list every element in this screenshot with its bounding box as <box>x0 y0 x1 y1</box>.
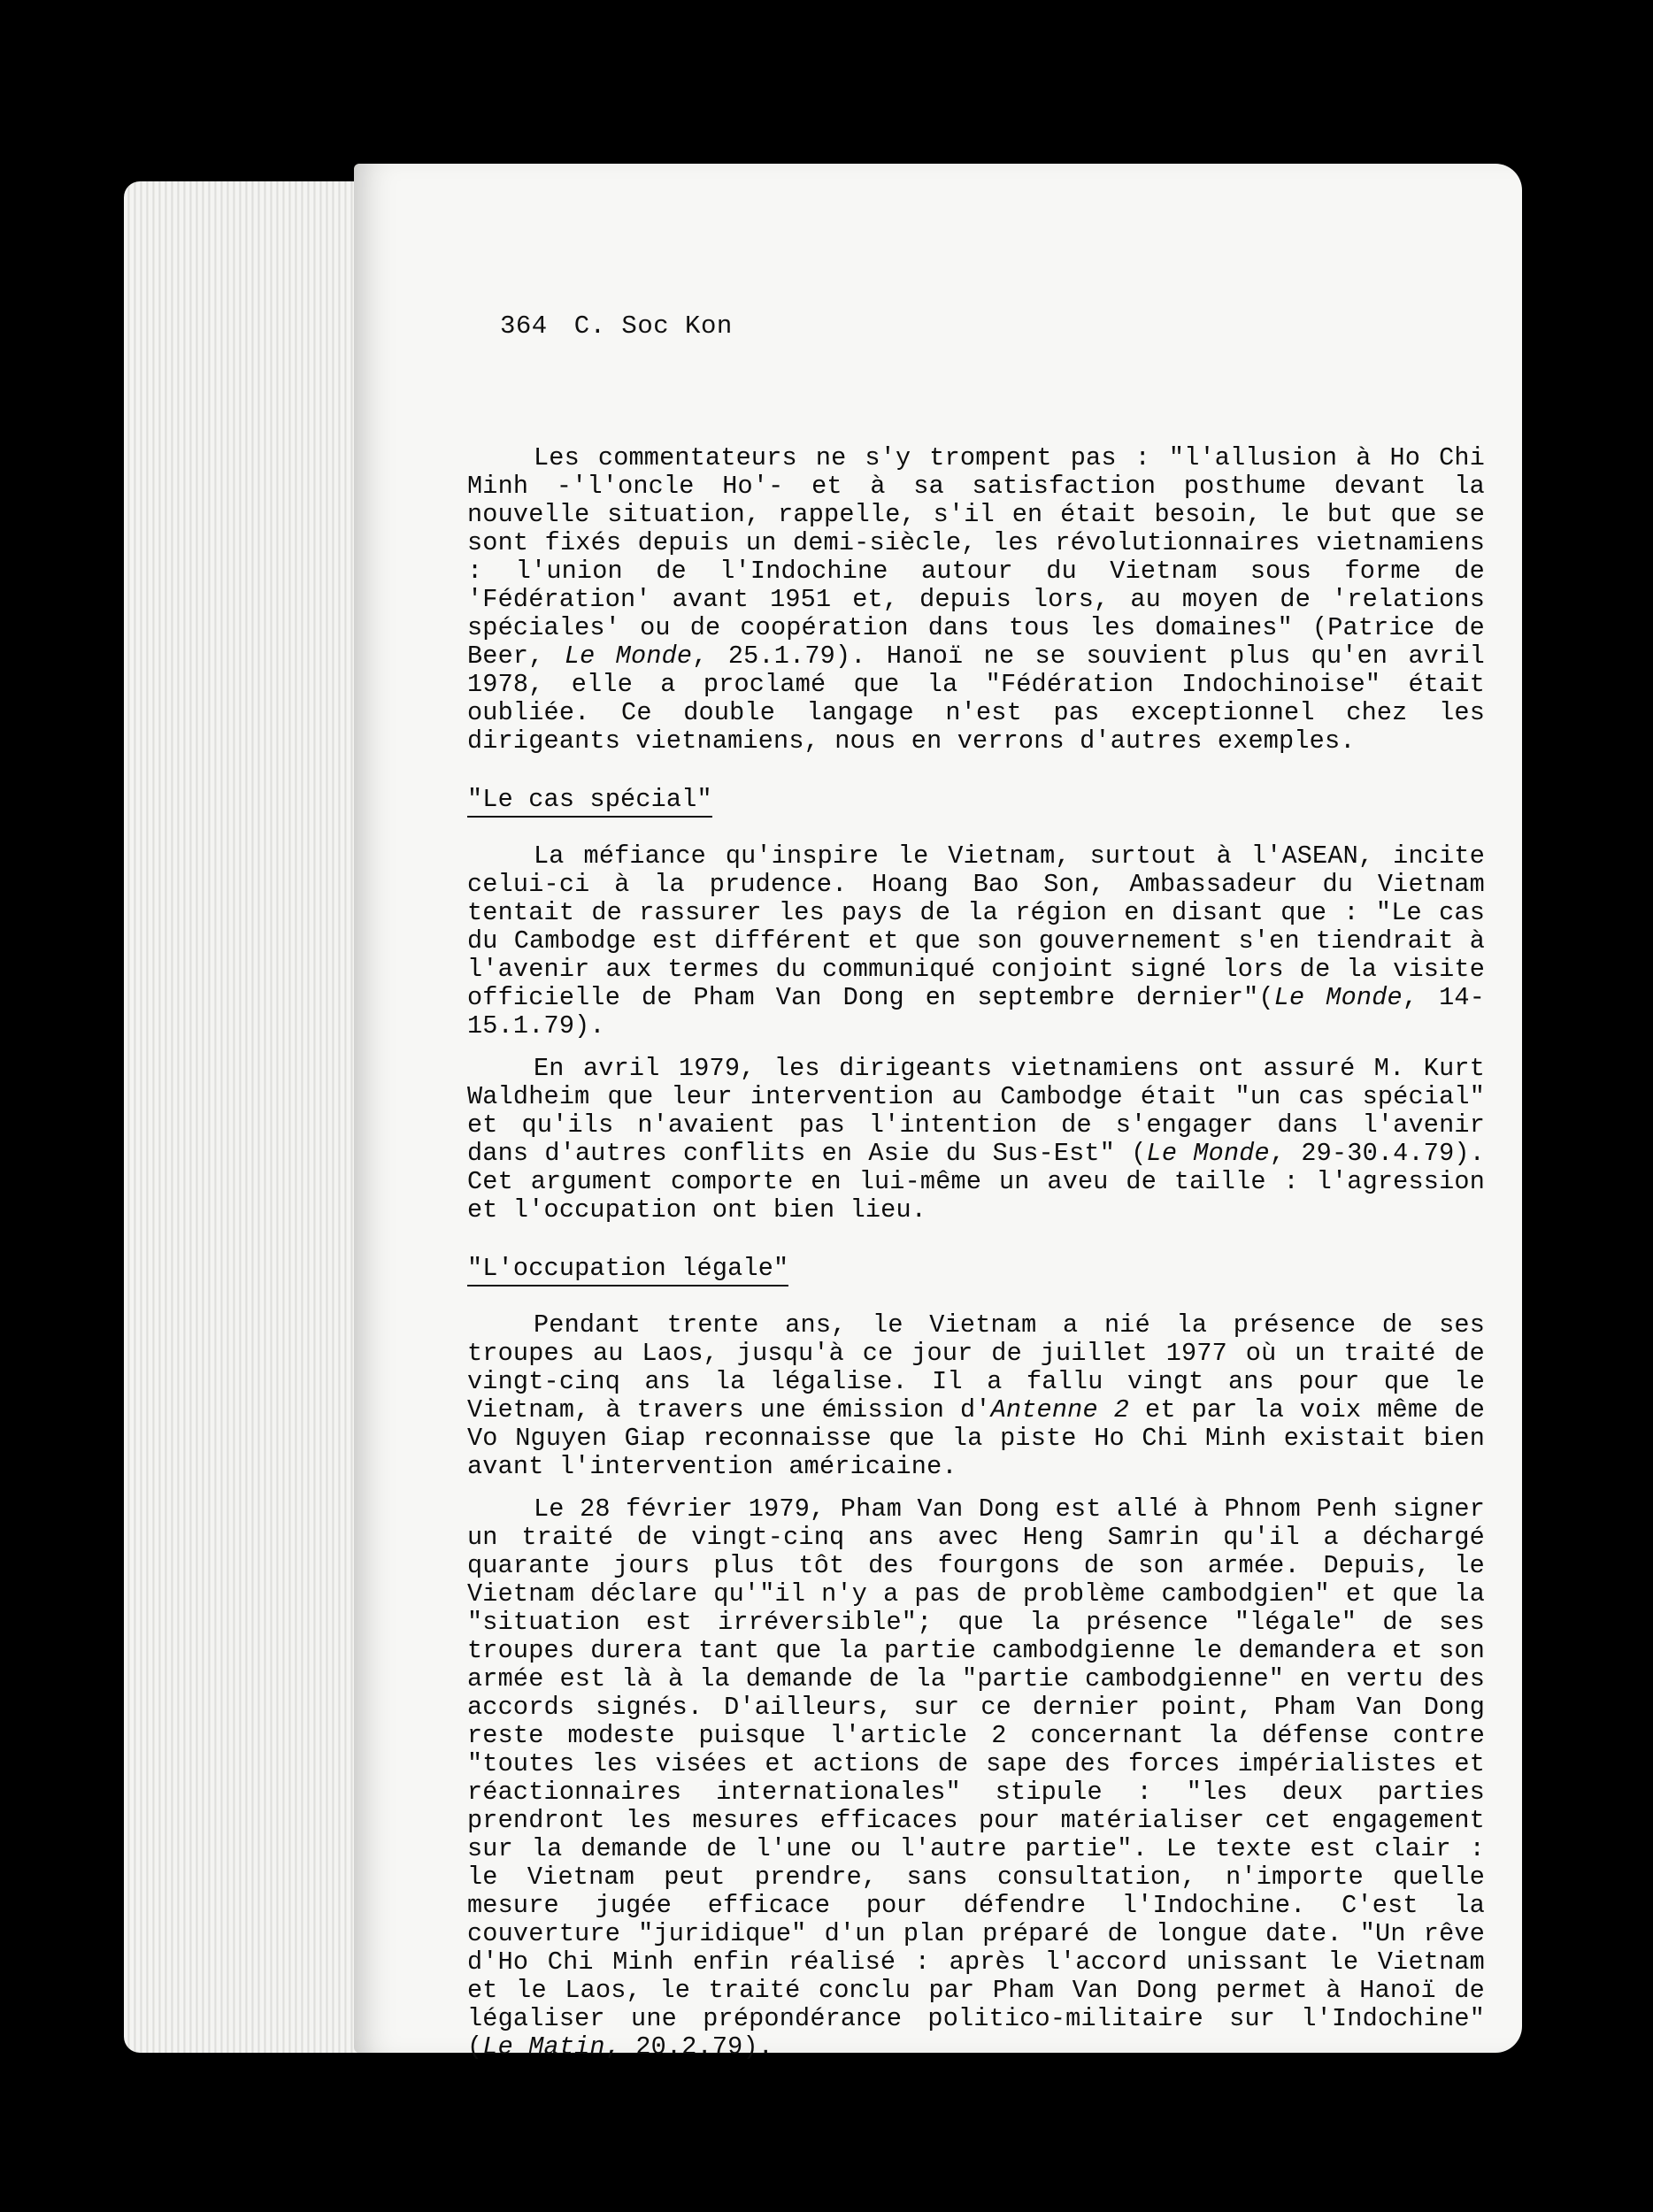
paragraph <box>467 444 1485 756</box>
text-run: Le 28 février 1979, Pham Van Dong est allé à Phnom Penh signer un traité de vingt-cinq ans avec Heng Samrin qu'il a déchargé quarante jours plus tôt des fourgons de son armée. Depuis, le Vietnam déclare qu'"il n'y a pas de problème cambodgien" et que la "situation est irréversible"; que la présence "légale" de ses troupes durera tant que la partie cambodgienne le demandera et son armée est là à la demande de la "partie cambodgienne" en vertu des accords signés. D'ailleurs, sur ce dernier point, Pham Van Dong reste modeste puisque l'article 2 concernant la défense contre "toutes les visées et actions de sape des forces impérialistes et réactionnaires internationales" stipule : "les deux parties prendront les mesures efficaces pour matérialiser cet engagement sur la demande de l'une ou l'autre partie". Le texte est clair : le Vietnam peut prendre, sans consultation, n'importe quelle mesure jugée efficace pour défendre l'Indochine. C'est la couverture "juridique" d'un plan préparé de longue date. "Un rêve d'Ho Chi Minh enfin réalisé : après l'accord unissant le Vietnam et le Laos, le traité conclu par Pham Van Dong permet à Hanoï de légaliser une prépondérance politico-militaire sur l'Indochine" ( <box>467 1494 1485 2062</box>
section-heading: "Le cas spécial" <box>467 786 712 818</box>
page-number: 364 <box>500 311 548 341</box>
text-run: et par la voix même de Vo Nguyen Giap reconnaisse que la piste Ho Chi Minh existait bien avant l'intervention américaine. <box>467 1395 1486 1481</box>
citation-title: Le Monde <box>1146 1139 1270 1168</box>
text-run: , 25.1.79). Hanoï ne se souvient plus qu'en avril 1978, elle a proclamé que la "Fédération Indochinoise" était oubliée. Ce double langage n'est pas exceptionnel chez les dirigeants vietnamiens, nous en verrons d'autres exemples. <box>467 641 1485 756</box>
text-run: Les commentateurs ne s'y trompent pas : "l'allusion à Ho Chi Minh -'l'oncle Ho'- et à sa satisfaction posthume devant la nouvelle situation, rappelle, s'il en était besoin, le but que se sont fixés depuis un demi-siècle, les révolutionnaires vietnamiens : l'union de l'Indochine autour du Vietnam sous forme de 'Fédération' avant 1951 et, depuis lors, au moyen de 'relations spéciales' ou de coopération dans tous les domaines" (Patrice de Beer, <box>467 443 1485 671</box>
section-heading: "L'occupation légale" <box>467 1255 788 1286</box>
paragraph <box>467 1311 1485 1481</box>
citation-title: Le Monde <box>1273 983 1403 1012</box>
text-run: En avril 1979, les dirigeants vietnamiens ont assuré M. Kurt Waldheim que leur intervention au Cambodge était "un cas spécial" et qu'ils n'avaient pas l'intention de s'engager dans l'avenir dans d'autres conflits en Asie du Sus-Est" ( <box>467 1054 1485 1168</box>
author-name: C. Soc Kon <box>573 311 733 341</box>
running-header <box>500 311 733 341</box>
text-run: , 29-30.4.79). Cet argument comporte en lui-même un aveu de taille : l'agression et l'occupation ont bien lieu. <box>467 1139 1485 1225</box>
paragraph <box>467 842 1485 1041</box>
citation-title: Le Monde <box>564 641 693 671</box>
text-run: La méfiance qu'inspire le Vietnam, surtout à l'ASEAN, incite celui-ci à la prudence. Hoang Bao Son, Ambassadeur du Vietnam tentait de rassurer les pays de la région en disant que : "Le cas du Cambodge est différent et que son gouvernement s'en tiendrait à l'avenir aux termes du communiqué conjoint signé lors de la visite officielle de Pham Van Dong en septembre dernier"( <box>467 841 1485 1012</box>
citation-title: Le Matin <box>482 2032 605 2062</box>
text-run: Pendant trente ans, le Vietnam a nié la présence de ses troupes au Laos, jusqu'à ce jour de juillet 1977 où un traité de vingt-cinq ans la légalise. Il a fallu vingt ans pour que le Vietnam, à travers une émission d' <box>467 1310 1485 1425</box>
paragraph <box>467 1495 1485 2062</box>
text-run: , 20.2.79). <box>604 2032 774 2062</box>
citation-title: Antenne 2 <box>990 1395 1130 1425</box>
body-text <box>467 444 1485 2076</box>
book-page-edges <box>124 181 389 2053</box>
text-run: , 14-15.1.79). <box>467 983 1485 1041</box>
paragraph <box>467 1055 1485 1225</box>
